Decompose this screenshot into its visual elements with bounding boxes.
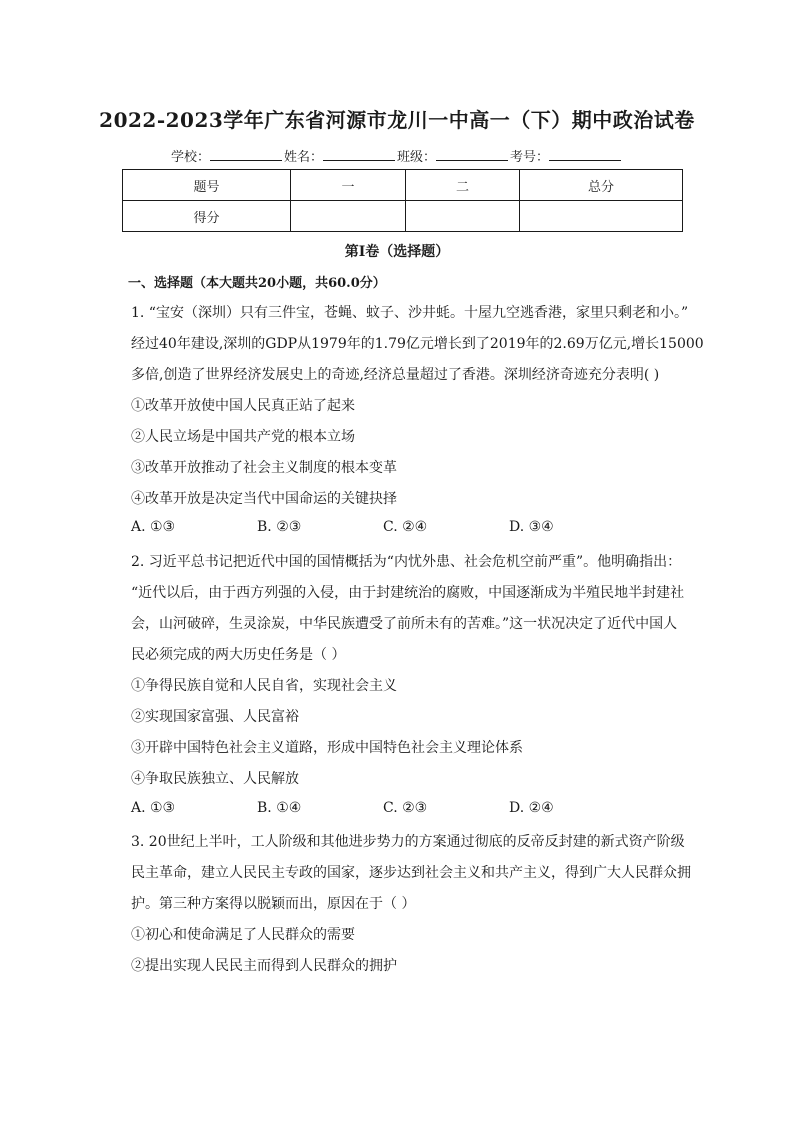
school-blank (210, 148, 282, 161)
question-1-line: 多倍,创造了世界经济发展史上的奇迹,经济总量超过了香港。深圳经济奇迹充分表明( ) (131, 367, 660, 383)
score-table-header: 总分 (520, 170, 683, 201)
score-cell (406, 201, 520, 232)
question-3-line: 民主革命，建立人民民主专政的国家，逐步达到社会主义和共产主义，得到广大人民群众拥 (131, 865, 691, 881)
question-1-statement: ①改革开放使中国人民真正站了起来 (131, 398, 355, 414)
question-1-line: 1. “宝安（深圳）只有三件宝，苍蝇、蚊子、沙井蚝。十屋九空逃香港，家里只剩老和小。” (131, 305, 689, 321)
score-table-header: 一 (291, 170, 406, 201)
option-c[interactable]: C. ②③ (383, 800, 428, 816)
question-3-statement: ①初心和使命满足了人民群众的需要 (131, 927, 355, 943)
score-table-header: 题号 (123, 170, 291, 201)
question-2-statement: ④争取民族独立、人民解放 (131, 771, 299, 787)
question-1-statement: ③改革开放推动了社会主义制度的根本变革 (131, 460, 397, 476)
question-2-line: “近代以后，由于西方列强的入侵，由于封建统治的腐败，中国逐渐成为半殖民地半封建社 (131, 585, 685, 601)
class-label: 班级： (397, 150, 437, 165)
student-info-line (0, 146, 794, 165)
name-label: 姓名： (283, 150, 323, 165)
option-a[interactable]: A. ①③ (131, 800, 176, 816)
question-1-statement: ②人民立场是中国共产党的根本立场 (131, 429, 355, 445)
option-d[interactable]: D. ②④ (509, 800, 554, 816)
score-cell (291, 201, 406, 232)
score-table-header-row (123, 170, 683, 201)
school-label: 学校： (170, 150, 210, 165)
question-3-statement: ②提出实现人民民主而得到人民群众的拥护 (131, 958, 397, 974)
question-3-line: 3. 20世纪上半叶，工人阶级和其他进步势力的方案通过彻底的反帝反封建的新式资产阶级 (131, 834, 685, 850)
question-2-statement: ①争得民族自觉和人民自省，实现社会主义 (131, 678, 397, 694)
question-2-line: 会，山河破碎，生灵涂炭，中华民族遭受了前所未有的苦难。”这一状况决定了近代中国人 (131, 616, 678, 632)
score-table-row (123, 201, 683, 232)
question-1-options (131, 519, 635, 535)
option-a[interactable]: A. ①③ (131, 519, 176, 535)
question-2-statement: ②实现国家富强、人民富裕 (131, 709, 299, 725)
exam-title: 2022-2023学年广东省河源市龙川一中高一（下）期中政治试卷 (99, 108, 695, 132)
question-1-statement: ④改革开放是决定当代中国命运的关键抉择 (131, 491, 397, 507)
option-d[interactable]: D. ③④ (509, 519, 554, 535)
question-2-line: 民必须完成的两大历史任务是（ ） (131, 647, 346, 663)
question-2-options (131, 800, 635, 816)
question-3-line: 护。第三种方案得以脱颖而出，原因在于（ ） (131, 896, 416, 912)
score-table (122, 169, 683, 232)
exam-no-blank (549, 148, 621, 161)
question-2-line: 2. 习近平总书记把近代中国的国情概括为“内忧外患、社会危机空前严重”。他明确指出： (131, 554, 682, 570)
part-title: 一、选择题（本大题共20小题，共60.0分） (128, 276, 386, 291)
score-table-header: 二 (406, 170, 520, 201)
option-b[interactable]: B. ①④ (257, 800, 302, 816)
section-title: 第I卷（选择题） (344, 244, 450, 260)
score-cell (520, 201, 683, 232)
class-blank (436, 148, 508, 161)
question-1-line: 经过40年建设,深圳的GDP从1979年的1.79亿元增长到了2019年的2.69万亿元,增长15000 (131, 336, 704, 352)
question-2-statement: ③开辟中国特色社会主义道路，形成中国特色社会主义理论体系 (131, 740, 523, 756)
score-row-label: 得分 (123, 201, 291, 232)
option-c[interactable]: C. ②④ (383, 519, 428, 535)
exam-no-label: 考号： (510, 150, 550, 165)
name-blank (323, 148, 395, 161)
option-b[interactable]: B. ②③ (257, 519, 302, 535)
